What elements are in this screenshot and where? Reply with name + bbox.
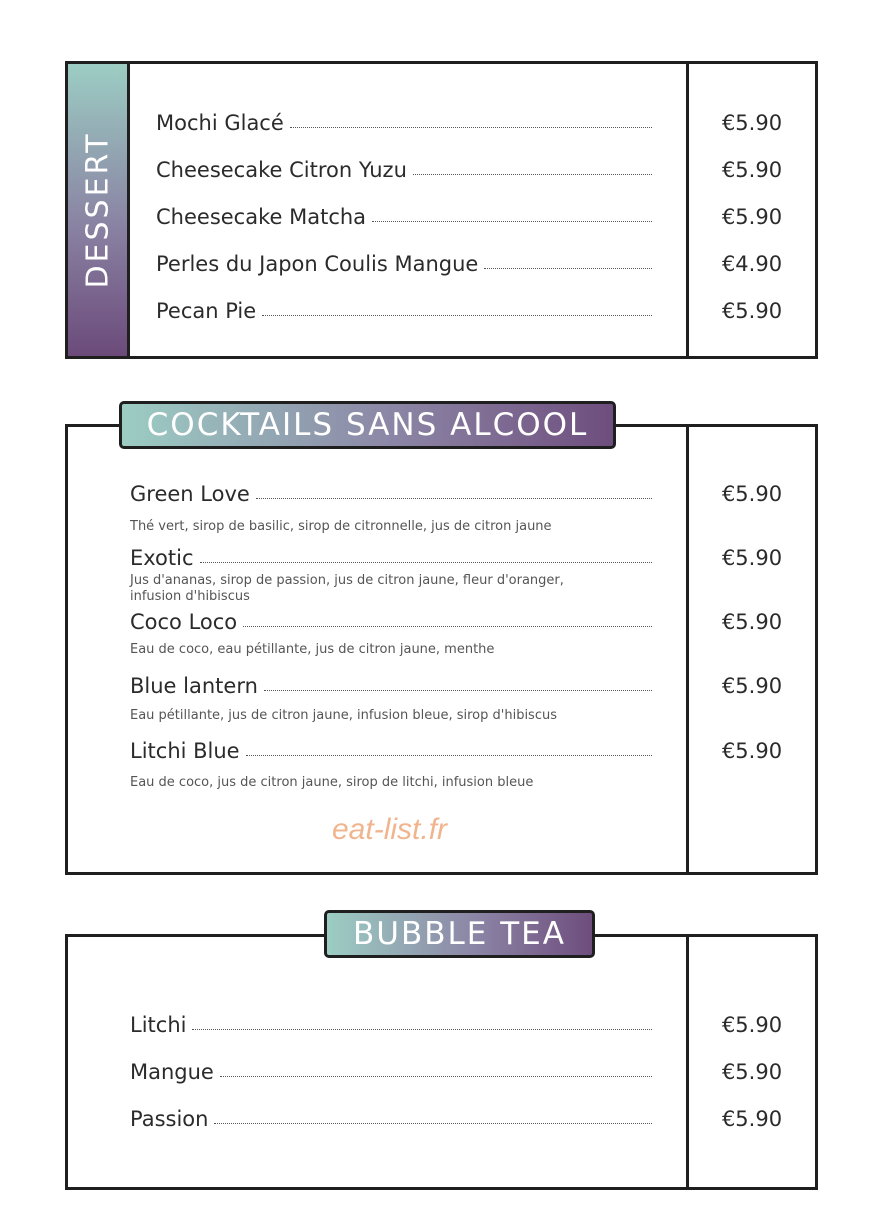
bubble-tea-title: BUBBLE TEA: [324, 910, 595, 958]
item-name: Passion: [130, 1107, 209, 1131]
menu-item: [156, 155, 652, 185]
item-price: €4.90: [721, 252, 783, 276]
item-name: Exotic: [130, 546, 194, 570]
menu-item: [130, 1104, 652, 1134]
menu-item: [156, 108, 652, 138]
dot-leader: [413, 174, 652, 175]
item-name: Cheesecake Matcha: [156, 205, 367, 229]
item-description: Eau de coco, eau pétillante, jus de citron jaune, menthe: [130, 642, 495, 657]
dot-leader: [484, 268, 652, 269]
item-price: €5.90: [721, 111, 783, 135]
menu-item: [130, 1057, 652, 1087]
dot-leader: [243, 626, 652, 627]
item-price: €5.90: [721, 158, 783, 182]
menu-item: [130, 479, 652, 509]
item-name: Perles du Japon Coulis Mangue: [156, 252, 479, 276]
item-price: €5.90: [721, 205, 783, 229]
dot-leader: [264, 690, 652, 691]
dot-leader: [372, 221, 652, 222]
item-price: €5.90: [721, 299, 783, 323]
item-price: €5.90: [721, 674, 783, 698]
menu-item: [130, 1010, 652, 1040]
price-column-divider: [686, 64, 689, 356]
bubble-tea-section: [65, 934, 818, 1190]
item-price: €5.90: [721, 1013, 783, 1037]
item-price: €5.90: [721, 1060, 783, 1084]
cocktails-section: [65, 424, 818, 875]
item-name: Litchi: [130, 1013, 187, 1037]
menu-item: [130, 736, 652, 766]
dessert-section: [65, 61, 818, 359]
menu-item: [130, 607, 652, 637]
item-name: Pecan Pie: [156, 299, 257, 323]
item-description: Thé vert, sirop de basilic, sirop de citronnelle, jus de citron jaune: [130, 519, 552, 534]
dot-leader: [214, 1123, 652, 1124]
dot-leader: [192, 1029, 652, 1030]
price-column-divider: [686, 937, 689, 1187]
menu-item: [156, 296, 652, 326]
item-description: Jus d'ananas, sirop de passion, jus de citron jaune, fleur d'oranger, infusion d'hibiscus: [130, 573, 564, 604]
item-price: €5.90: [721, 546, 783, 570]
item-name: Mochi Glacé: [156, 111, 284, 135]
cocktails-title: COCKTAILS SANS ALCOOL: [119, 401, 616, 449]
item-description: Eau pétillante, jus de citron jaune, infusion bleue, sirop d'hibiscus: [130, 708, 557, 723]
menu-item: [130, 543, 652, 573]
dot-leader: [256, 498, 652, 499]
item-name: Blue lantern: [130, 674, 258, 698]
dot-leader: [262, 315, 652, 316]
item-name: Mangue: [130, 1060, 214, 1084]
dot-leader: [200, 562, 652, 563]
item-price: €5.90: [721, 1107, 783, 1131]
dessert-label: DESSERT: [68, 64, 130, 356]
item-price: €5.90: [721, 610, 783, 634]
item-name: Cheesecake Citron Yuzu: [156, 158, 407, 182]
dot-leader: [220, 1076, 652, 1077]
item-price: €5.90: [721, 739, 783, 763]
menu-item: [130, 671, 652, 701]
item-price: €5.90: [721, 482, 783, 506]
dot-leader: [290, 127, 652, 128]
item-description: Eau de coco, jus de citron jaune, sirop de litchi, infusion bleue: [130, 775, 534, 790]
item-name: Green Love: [130, 482, 250, 506]
menu-item: [156, 202, 652, 232]
item-name: Coco Loco: [130, 610, 238, 634]
item-name: Litchi Blue: [130, 739, 240, 763]
price-column-divider: [686, 427, 689, 872]
dot-leader: [246, 755, 652, 756]
menu-item: [156, 249, 652, 279]
watermark: eat-list.fr: [332, 813, 448, 846]
